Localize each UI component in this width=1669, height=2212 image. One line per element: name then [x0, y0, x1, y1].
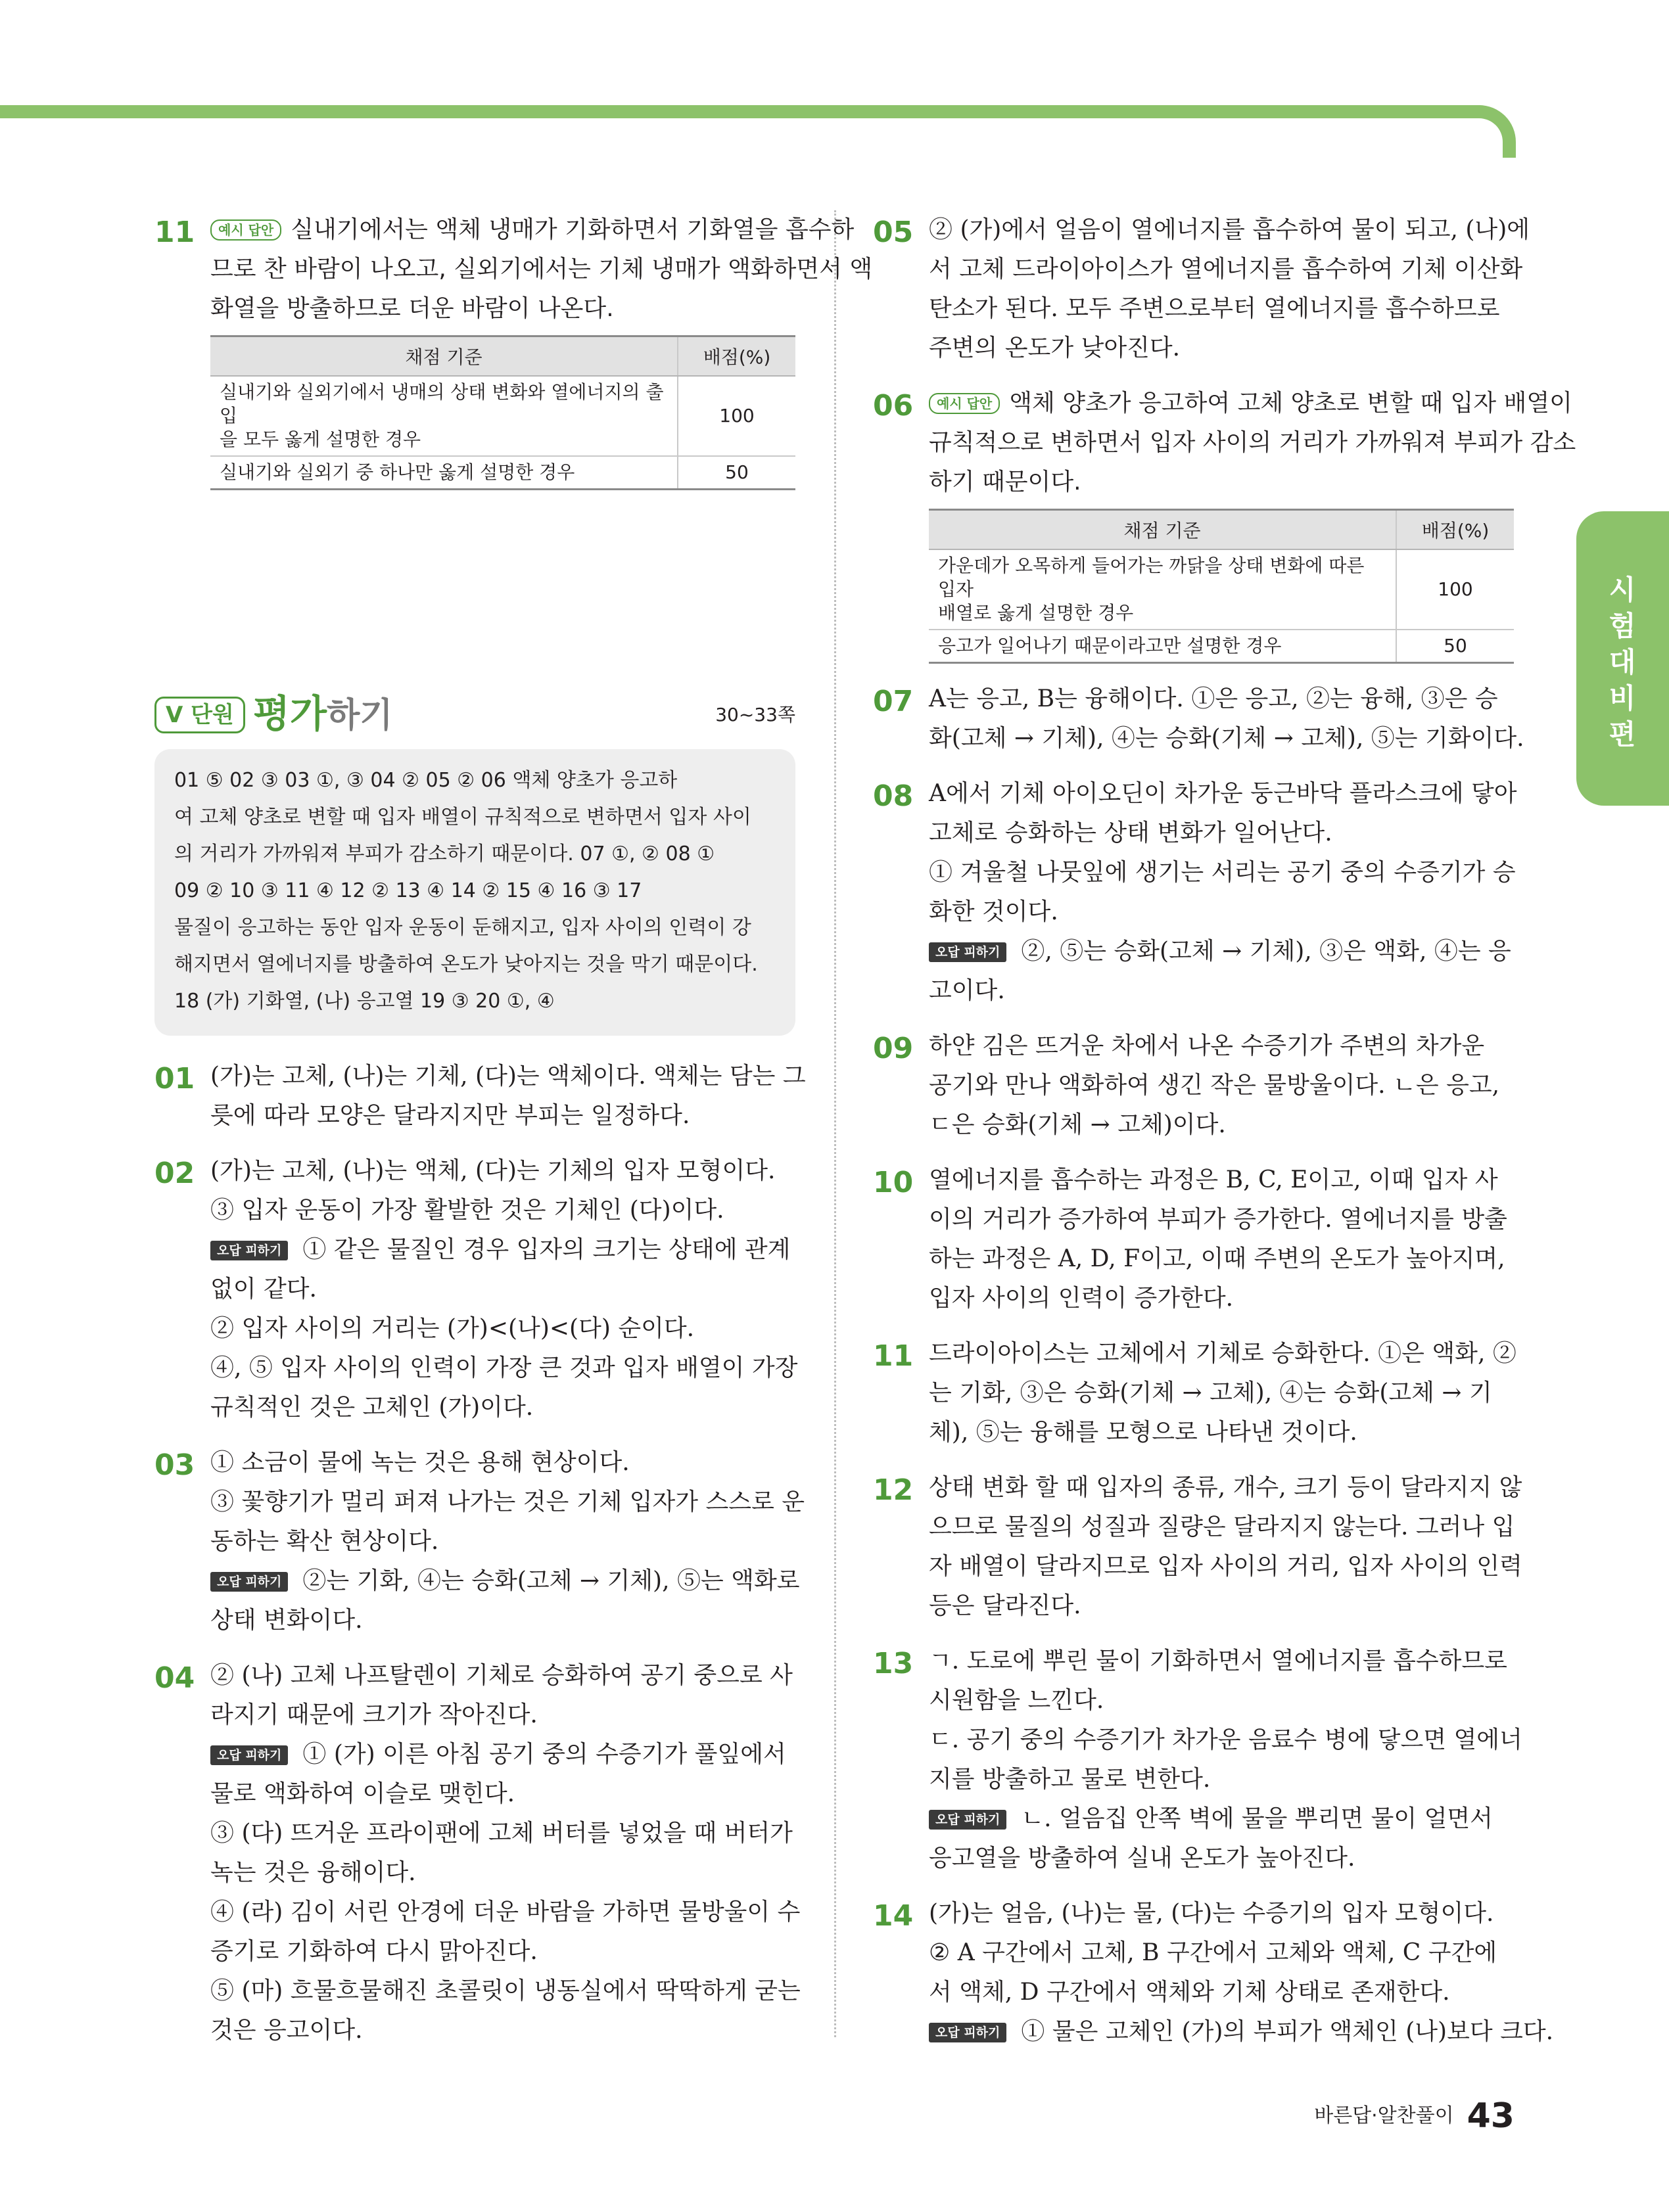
question-number: 11 — [154, 216, 195, 249]
avoid-wrong-tag: 오답 피하기 — [210, 1745, 288, 1765]
answer-left-11: 11 예시 답안 실내기에서는 액체 냉매가 기화하면서 기화열을 흡수하 므로 찬 바람이 나오고, 실외기에서는 기체 냉매가 액화하면서 액 화열을 방출하므로 더운 바람이 나온다. 채점 기준 배점(%) 실내기와 실외기에서 냉매의 상태 변화와 열에너지의 출입 을 모두 옳게 설명한 경우 100 실내기와 실외기 중 하나만 옳게 설명한 경우 50 — [154, 210, 795, 490]
example-answer-tag: 예시 답안 — [929, 393, 1000, 414]
avoid-wrong-tag: 오답 피하기 — [210, 1241, 288, 1260]
unit-badge: V 단원 — [154, 697, 245, 733]
footer-label: 바른답·알찬풀이 — [1314, 2104, 1454, 2127]
unit-pages: 30~33쪽 — [715, 704, 795, 726]
scoring-table: 채점 기준 배점(%) 가운데가 오목하게 들어가는 까닭을 상태 변화에 따른 입자 배열로 옳게 설명한 경우 100 응고가 일어나기 때문이라고만 설명한 경우 50 — [929, 509, 1514, 664]
answer-right-14: 14 (가)는 얼음, (나)는 물, (다)는 수증기의 입자 모형이다. ② A 구간에서 고체, B 구간에서 고체와 액체, C 구간에 서 액체, D 구간에서 액체와 기체 상태로 존재한다. 오답 피하기 ① 물은 고체인 (가)의 부피가 액체인 (나)보다 크다. — [873, 1899, 1554, 2045]
avoid-wrong-tag: 오답 피하기 — [929, 2023, 1006, 2042]
scoring-table: 채점 기준 배점(%) 실내기와 실외기에서 냉매의 상태 변화와 열에너지의 출입 을 모두 옳게 설명한 경우 100 실내기와 실외기 중 하나만 옳게 설명한 경우 50 — [210, 335, 795, 490]
answer-key-box: 01 ⑤ 02 ③ 03 ①, ③ 04 ② 05 ② 06 액체 양초가 응고하 여 고체 양초로 변할 때 입자 배열이 규칙적으로 변하면서 입자 사이 의 거리가 가까워져 부피가 감소하기 때문이다. 07 ①, ② 08 ① 09 ② 10 ③ 11 ④ 12 ② 13 ④ 14 ② 15 ④ 16 ③ 17 물질이 응고하는 동안 입자 운동이 둔해지고, 입자 사이의 인력이 강 해지면서 열에너지를 방출하여 온도가 낮아지는 것을 막기 때문이다. 18 (가) 기화열, (나) 응고열 19 ③ 20 ①, ④ — [154, 749, 795, 1036]
answer-right-05: 05 ② (가)에서 얼음이 열에너지를 흡수하여 물이 되고, (나)에 서 고체 드라이아이스가 열에너지를 흡수하여 기체 이산화 탄소가 된다. 모두 주변으로부터 열에너지를 흡수하므로 주변의 온도가 낮아진다. — [873, 216, 1530, 361]
answer-left-01: 01 (가)는 고체, (나)는 기체, (다)는 액체이다. 액체는 담는 그 릇에 따라 모양은 달라지지만 부피는 일정하다. — [154, 1062, 806, 1129]
avoid-wrong-tag: 오답 피하기 — [929, 942, 1006, 962]
top-band — [0, 105, 1492, 118]
avoid-wrong-tag: 오답 피하기 — [210, 1572, 288, 1592]
answer-right-06: 06 예시 답안 액체 양초가 응고하여 고체 양초로 변할 때 입자 배열이 규칙적으로 변하면서 입자 사이의 거리가 가까워져 부피가 감소 하기 때문이다. 채점 기준 배점(%) 가운데가 오목하게 들어가는 까닭을 상태 변화에 따른 입자 배열로 옳게 설명한 경우 100 응고가 일어나기 때문이라고만 설명한 경우 50 — [873, 384, 1514, 664]
column-divider — [834, 210, 836, 2037]
avoid-wrong-tag: 오답 피하기 — [929, 1810, 1006, 1830]
right-column — [873, 210, 1576, 2067]
page-footer — [1314, 2096, 1515, 2136]
answer-right-09: 09 하얀 김은 뜨거운 차에서 나온 수증기가 주변의 차가운 공기와 만나 액화하여 생긴 작은 물방울이다. ㄴ은 응고, ㄷ은 승화(기체 → 고체)이다. — [873, 1032, 1500, 1138]
answer-right-08: 08 A에서 기체 아이오딘이 차가운 둥근바닥 플라스크에 닿아 고체로 승화하는 상태 변화가 일어난다. ① 겨울철 나뭇잎에 생기는 서리는 공기 중의 수증기가 승 화한 것이다. 오답 피하기 ②, ⑤는 승화(고체 → 기체), ③은 액화, ④는 응 고이다. — [873, 779, 1517, 1004]
page-number: 43 — [1467, 2096, 1515, 2136]
unit-header — [154, 687, 795, 740]
example-answer-tag: 예시 답안 — [210, 219, 281, 241]
exam-prep-side-tab: 시 험 대 비 편 — [1576, 511, 1669, 806]
answer-left-04: 04 ② (나) 고체 나프탈렌이 기체로 승화하여 공기 중으로 사 라지기 때문에 크기가 작아진다. 오답 피하기 ① (가) 이른 아침 공기 중의 수증기가 풀잎에서 물로 액화하여 이슬로 맺힌다. ③ (다) 뜨거운 프라이팬에 고체 버터를 넣었을 때 버터가 녹는 것은 융해이다. ④ (라) 김이 서린 안경에 더운 바람을 가하면 물방울이 수 증기로 기화하여 다시 맑아진다. ⑤ (마) 흐물흐물해진 초콜릿이 냉동실에서 딱딱하게 굳는 것은 응고이다. — [154, 1661, 801, 2044]
answer-left-02: 02 (가)는 고체, (나)는 액체, (다)는 기체의 입자 모형이다. ③ 입자 운동이 가장 활발한 것은 기체인 (다)이다. 오답 피하기 ① 같은 물질인 경우 입자의 크기는 상태에 관계 없이 같다. ② 입자 사이의 거리는 (가)<(나)<(다) 순이다. ④, ⑤ 입자 사이의 인력이 가장 큰 것과 입자 배열이 가장 규칙적인 것은 고체인 (가)이다. — [154, 1157, 798, 1421]
answer-right-11: 11 드라이아이스는 고체에서 기체로 승화한다. ①은 액화, ② 는 기화, ③은 승화(기체 → 고체), ④는 승화(고체 → 기 체), ⑤는 융해를 모형으로 나타낸 것이다. — [873, 1339, 1516, 1446]
answer-right-13: 13 ㄱ. 도로에 뿌린 물이 기화하면서 열에너지를 흡수하므로 시원함을 느낀다. ㄷ. 공기 중의 수증기가 차가운 음료수 병에 닿으면 열에너 지를 방출하고 물로 변한다. 오답 피하기 ㄴ. 얼음집 안쪽 벽에 물을 뿌리면 물이 얼면서 응고열을 방출하여 실내 온도가 높아진다. — [873, 1647, 1522, 1872]
left-column — [154, 210, 873, 2066]
answer-right-10: 10 열에너지를 흡수하는 과정은 B, C, E이고, 이때 입자 사 이의 거리가 증가하여 부피가 증가한다. 열에너지를 방출 하는 과정은 A, D, F이고, 이때 주변의 온도가 높아지며, 입자 사이의 인력이 증가한다. — [873, 1166, 1507, 1312]
top-band-curve — [1479, 105, 1516, 158]
unit-title: 평가하기 — [253, 691, 393, 736]
answer-left-03: 03 ① 소금이 물에 녹는 것은 용해 현상이다. ③ 꽃향기가 멀리 퍼져 나가는 것은 기체 입자가 스스로 운 동하는 확산 현상이다. 오답 피하기 ②는 기화, ④는 승화(고체 → 기체), ⑤는 액화로 상태 변화이다. — [154, 1448, 805, 1634]
answer-right-12: 12 상태 변화 할 때 입자의 종류, 개수, 크기 등이 달라지지 않 으므로 물질의 성질과 질량은 달라지지 않는다. 그러나 입 자 배열이 달라지므로 입자 사이의 거리, 입자 사이의 인력 등은 달라진다. — [873, 1473, 1522, 1619]
answer-right-07: 07 A는 응고, B는 융해이다. ①은 응고, ②는 융해, ③은 승 화(고체 → 기체), ④는 승화(기체 → 고체), ⑤는 기화이다. — [873, 685, 1524, 752]
